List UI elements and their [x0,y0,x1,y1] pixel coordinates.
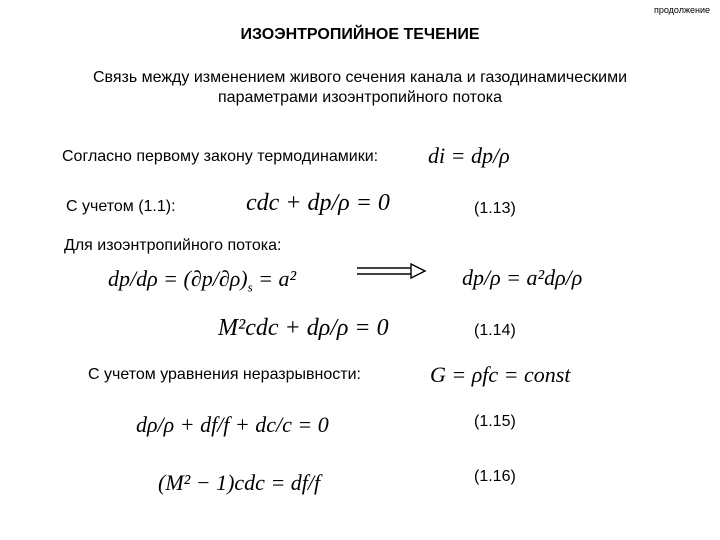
first-law-equation: di = dp/ρ [428,143,510,168]
equation-number-1-13: (1.13) [474,200,516,217]
equation-1-13: cdc + dp/ρ = 0 [246,190,390,216]
page-subtitle [0,68,720,108]
page-title: ИЗОЭНТРОПИЙНОЕ ТЕЧЕНИЕ [240,26,480,43]
isentropic-eq-right: = a² [258,266,297,291]
isentropic-result-equation: dp/ρ = a²dρ/ρ [462,265,583,290]
first-law-label: Согласно первому закону термодинамики: [62,148,379,165]
continuation-note: продолжение [653,5,710,15]
equation-number-1-15: (1.15) [474,413,516,430]
equation-1-16: (M² − 1)cdc = df/f [158,470,321,495]
isentropic-flow-label: Для изоэнтропийного потока: [64,237,282,254]
continuity-label: С учетом уравнения неразрывности: [88,366,361,383]
isentropic-eq-left: dp/dρ = (∂p/∂ρ) [108,266,248,291]
with-1-1-label: С учетом (1.1): [66,198,176,215]
equation-1-14: M²cdc + dρ/ρ = 0 [218,315,389,341]
isentropic-derivative-equation [108,266,296,295]
subtitle-line-1: Связь между изменением живого сечения канала и газодинамическими [92,69,628,86]
isentropic-eq-subscript: s [247,279,253,295]
implies-arrow-icon [355,263,427,279]
subtitle-line-2: параметрами изоэнтропийного потока [218,89,502,106]
equation-number-1-16: (1.16) [474,468,516,485]
continuity-equation: G = ρfc = const [430,362,571,387]
equation-number-1-14: (1.14) [474,322,516,339]
equation-1-15: dρ/ρ + df/f + dc/c = 0 [136,412,329,437]
